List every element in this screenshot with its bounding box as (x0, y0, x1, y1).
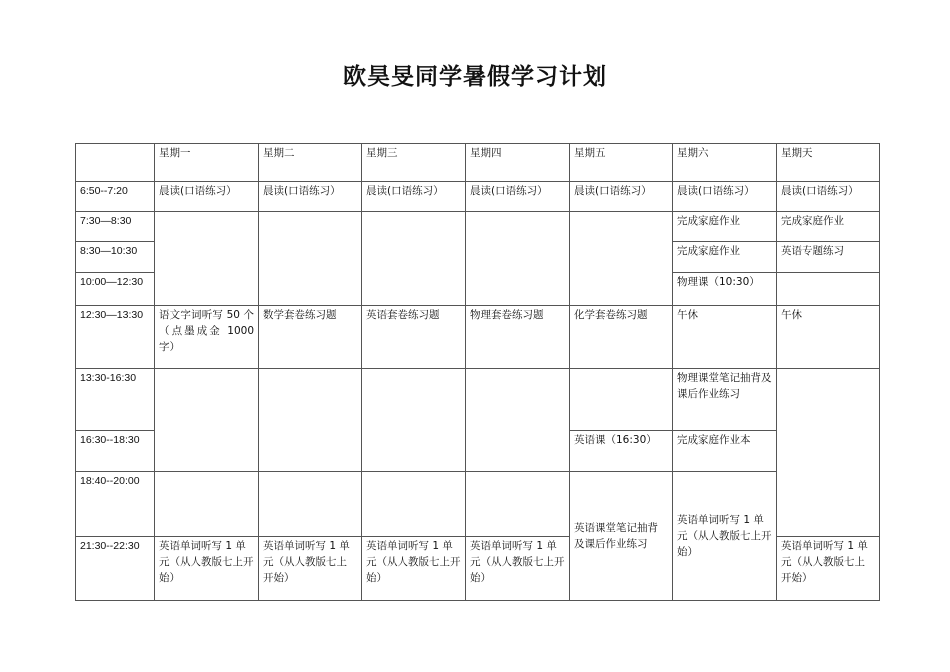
day-header-sun: 星期天 (777, 144, 880, 182)
time-label: 6:50--7:20 (76, 182, 155, 212)
empty-cell (777, 369, 880, 537)
time-label: 12:30—13:30 (76, 306, 155, 369)
table-row (76, 306, 880, 369)
schedule-cell: 完成家庭作业本 (673, 431, 777, 472)
empty-cell (466, 212, 570, 306)
schedule-table (75, 143, 880, 601)
schedule-cell: 英语单词听写 1 单元（从人教版七上开始） (362, 537, 466, 601)
empty-cell (570, 369, 673, 431)
schedule-cell: 英语单词听写 1 单元（从人教版七上开始） (466, 537, 570, 601)
empty-cell (155, 369, 259, 472)
time-label: 18:40--20:00 (76, 472, 155, 537)
empty-cell (362, 212, 466, 306)
empty-cell (777, 273, 880, 306)
empty-cell (259, 472, 362, 537)
schedule-cell: 化学套卷练习题 (570, 306, 673, 369)
schedule-cell: 完成家庭作业 (673, 212, 777, 242)
schedule-cell: 英语课堂笔记抽背及课后作业练习 (570, 472, 673, 601)
empty-cell (155, 472, 259, 537)
time-label: 10:00—12:30 (76, 273, 155, 306)
empty-cell (466, 472, 570, 537)
empty-cell (259, 212, 362, 306)
schedule-cell: 英语单词听写 1 单元（从人教版七上开始） (155, 537, 259, 601)
time-label: 7:30—8:30 (76, 212, 155, 242)
schedule-cell: 英语套卷练习题 (362, 306, 466, 369)
schedule-cell: 午休 (777, 306, 880, 369)
schedule-cell: 晨读(口语练习） (155, 182, 259, 212)
time-label: 8:30—10:30 (76, 242, 155, 273)
schedule-cell: 英语单词听写 1 单元（从人教版七上开始） (259, 537, 362, 601)
schedule-cell: 英语单词听写 1 单元（从人教版七上开始） (673, 472, 777, 601)
schedule-cell: 物理套卷练习题 (466, 306, 570, 369)
schedule-cell: 英语单词听写 1 单元（从人教版七上开始） (777, 537, 880, 601)
schedule-cell: 语文字词听写 50 个（点墨成金 1000 字） (155, 306, 259, 369)
day-header-fri: 星期五 (570, 144, 673, 182)
table-row (76, 182, 880, 212)
time-label: 13:30-16:30 (76, 369, 155, 431)
time-label: 16:30--18:30 (76, 431, 155, 472)
day-header-mon: 星期一 (155, 144, 259, 182)
schedule-cell: 晨读(口语练习） (362, 182, 466, 212)
corner-cell (76, 144, 155, 182)
schedule-cell: 物理课堂笔记抽背及课后作业练习 (673, 369, 777, 431)
header-row (76, 144, 880, 182)
empty-cell (362, 369, 466, 472)
empty-cell (259, 369, 362, 472)
schedule-cell: 数学套卷练习题 (259, 306, 362, 369)
empty-cell (155, 212, 259, 306)
time-label: 21:30--22:30 (76, 537, 155, 601)
table-row (76, 212, 880, 242)
empty-cell (362, 472, 466, 537)
day-header-sat: 星期六 (673, 144, 777, 182)
day-header-tue: 星期二 (259, 144, 362, 182)
schedule-cell: 英语专题练习 (777, 242, 880, 273)
day-header-thu: 星期四 (466, 144, 570, 182)
schedule-cell: 晨读(口语练习） (570, 182, 673, 212)
schedule-cell: 晨读(口语练习） (259, 182, 362, 212)
empty-cell (466, 369, 570, 472)
schedule-cell: 晨读(口语练习） (673, 182, 777, 212)
schedule-cell: 晨读(口语练习） (466, 182, 570, 212)
schedule-cell: 物理课（10:30） (673, 273, 777, 306)
schedule-cell: 午休 (673, 306, 777, 369)
table-row (76, 369, 880, 431)
empty-cell (570, 212, 673, 306)
schedule-cell: 英语课（16:30） (570, 431, 673, 472)
schedule-cell: 晨读(口语练习） (777, 182, 880, 212)
page-title: 欧昊旻同学暑假学习计划 (343, 64, 607, 90)
day-header-wed: 星期三 (362, 144, 466, 182)
schedule-cell: 完成家庭作业 (673, 242, 777, 273)
table-row (76, 472, 880, 537)
schedule-cell: 完成家庭作业 (777, 212, 880, 242)
